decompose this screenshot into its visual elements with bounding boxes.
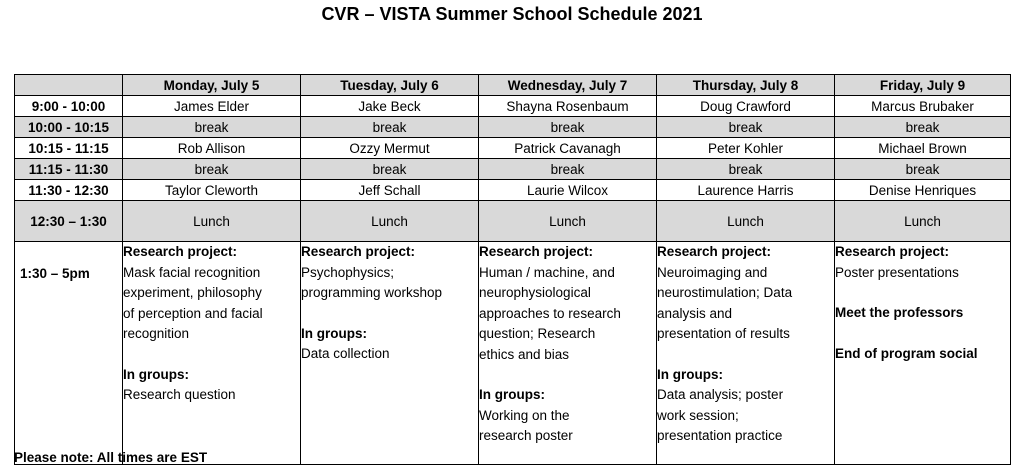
time-cell: 11:15 - 11:30 — [15, 159, 123, 180]
time-cell: 10:15 - 11:15 — [15, 138, 123, 159]
groups-line: Research question — [123, 387, 236, 402]
groups-line: presentation practice — [657, 428, 783, 443]
project-cell-thursday — [657, 242, 835, 465]
session-cell: Ozzy Mermut — [301, 138, 479, 159]
break-cell: break — [657, 117, 835, 138]
lunch-cell: Lunch — [657, 201, 835, 242]
break-cell: break — [123, 159, 301, 180]
session-cell: Jake Beck — [301, 96, 479, 117]
lunch-cell: Lunch — [123, 201, 301, 242]
groups-line: work session; — [657, 407, 739, 423]
groups-line: Data analysis; poster — [657, 387, 784, 402]
project-heading: Research project: — [123, 244, 238, 259]
page-title: CVR – VISTA Summer School Schedule 2021 — [321, 4, 703, 24]
lunch-cell: Lunch — [301, 201, 479, 242]
project-line: approaches to research — [479, 305, 621, 321]
time-cell: 9:00 - 10:00 — [15, 96, 123, 117]
project-heading: Research project: — [301, 244, 416, 259]
session-cell: Rob Allison — [123, 138, 301, 159]
project-line: experiment, philosophy — [123, 285, 262, 300]
project-heading: Research project: — [657, 244, 772, 259]
time-cell: 11:30 - 12:30 — [15, 180, 123, 201]
project-heading: Research project: — [479, 244, 594, 259]
schedule-table — [14, 74, 1011, 465]
project-line: Psychophysics; — [301, 264, 395, 280]
session-cell: Taylor Cleworth — [123, 180, 301, 201]
break-cell: break — [479, 117, 657, 138]
project-line: recognition — [123, 326, 190, 341]
break-cell: break — [479, 159, 657, 180]
day-header: Friday, July 9 — [835, 75, 1011, 96]
groups-heading: In groups: — [657, 366, 723, 382]
project-line: programming workshop — [301, 285, 443, 300]
header-row — [15, 75, 1011, 96]
table-row — [15, 96, 1011, 117]
groups-heading: In groups: — [479, 387, 545, 402]
break-cell: break — [301, 159, 479, 180]
project-line: Poster presentations — [835, 264, 959, 280]
event-line: End of program social — [835, 345, 978, 361]
project-line: neurostimulation; Data — [657, 285, 793, 300]
afternoon-row — [15, 242, 1011, 465]
project-heading: Research project: — [835, 244, 950, 259]
break-cell: break — [835, 159, 1011, 180]
session-cell: James Elder — [123, 96, 301, 117]
day-header: Wednesday, July 7 — [479, 75, 657, 96]
groups-heading: In groups: — [123, 366, 189, 382]
project-line: neurophysiological — [479, 285, 591, 300]
event-line: Meet the professors — [835, 305, 964, 320]
session-cell: Laurence Harris — [657, 180, 835, 201]
table-row — [15, 138, 1011, 159]
table-row — [15, 180, 1011, 201]
break-cell: break — [123, 117, 301, 138]
groups-heading: In groups: — [301, 325, 367, 341]
session-cell: Peter Kohler — [657, 138, 835, 159]
project-line: question; Research — [479, 326, 596, 341]
session-cell: Patrick Cavanagh — [479, 138, 657, 159]
groups-line: research poster — [479, 428, 573, 443]
project-cell-friday — [835, 242, 1011, 465]
day-header: Tuesday, July 6 — [301, 75, 479, 96]
break-row — [15, 159, 1011, 180]
break-row — [15, 117, 1011, 138]
session-cell: Jeff Schall — [301, 180, 479, 201]
session-cell: Laurie Wilcox — [479, 180, 657, 201]
project-cell-wednesday — [479, 242, 657, 465]
project-line: Neuroimaging and — [657, 264, 768, 280]
break-cell: break — [657, 159, 835, 180]
project-line: Mask facial recognition — [123, 264, 261, 280]
time-cell: 1:30 – 5pm — [15, 242, 123, 465]
session-cell: Shayna Rosenbaum — [479, 96, 657, 117]
project-line: analysis and — [657, 305, 733, 321]
timezone-note: Please note: All times are EST — [14, 450, 208, 465]
groups-line: Working on the — [479, 407, 570, 423]
break-cell: break — [835, 117, 1011, 138]
time-cell: 12:30 – 1:30 — [15, 201, 123, 242]
day-header: Monday, July 5 — [123, 75, 301, 96]
corner-cell — [15, 75, 123, 96]
session-cell: Denise Henriques — [835, 180, 1011, 201]
project-line: ethics and bias — [479, 346, 570, 362]
project-line: presentation of results — [657, 326, 790, 341]
session-cell: Michael Brown — [835, 138, 1011, 159]
lunch-row — [15, 201, 1011, 242]
break-cell: break — [301, 117, 479, 138]
groups-line: Data collection — [301, 346, 390, 361]
day-header: Thursday, July 8 — [657, 75, 835, 96]
session-cell: Marcus Brubaker — [835, 96, 1011, 117]
project-line: of perception and facial — [123, 305, 263, 321]
project-cell-monday — [123, 242, 301, 465]
project-line: Human / machine, and — [479, 264, 615, 280]
time-cell: 10:00 - 10:15 — [15, 117, 123, 138]
session-cell: Doug Crawford — [657, 96, 835, 117]
project-cell-tuesday — [301, 242, 479, 465]
lunch-cell: Lunch — [479, 201, 657, 242]
lunch-cell: Lunch — [835, 201, 1011, 242]
